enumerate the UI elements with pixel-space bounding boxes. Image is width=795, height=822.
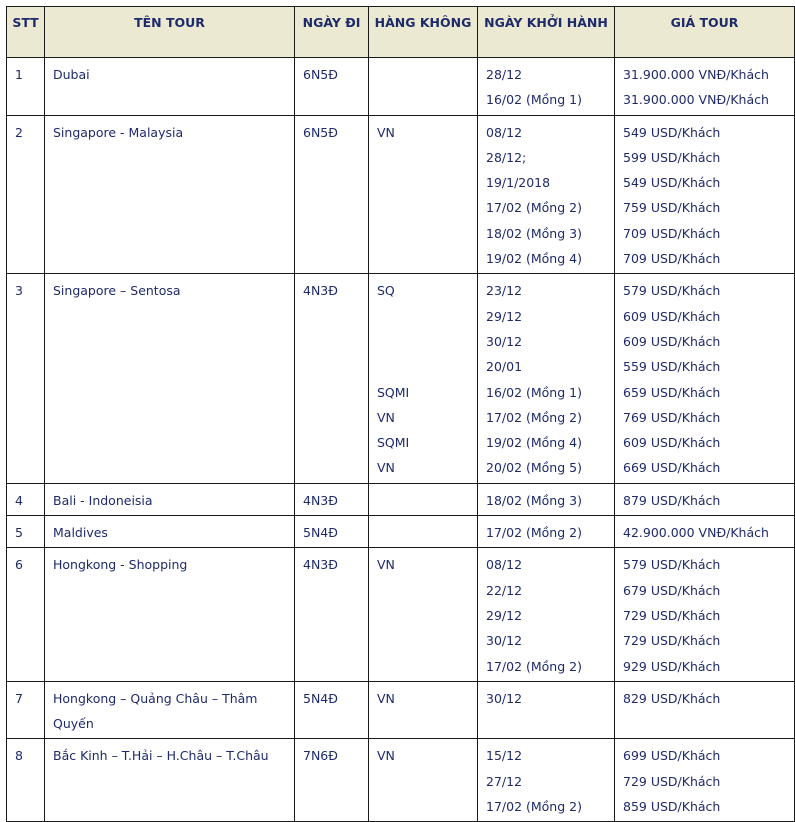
cell-airline <box>369 58 478 116</box>
cell-departure-date <box>478 516 615 548</box>
cell-price-line: 559 USD/Khách <box>623 359 721 375</box>
cell-stt <box>7 115 45 274</box>
cell-price-line: 759 USD/Khách <box>623 200 721 216</box>
cell-airline-line <box>377 221 471 246</box>
cell-airline-line: VN <box>377 124 395 140</box>
cell-price <box>615 115 795 274</box>
cell-departure-date-line: 17/02 (Mồng 2) <box>486 409 582 425</box>
cell-duration <box>295 681 369 739</box>
cell-stt <box>7 739 45 822</box>
cell-stt-text: 2 <box>15 124 23 140</box>
tour-price-table <box>6 6 795 822</box>
cell-airline-line <box>377 578 471 603</box>
cell-stt-text: 6 <box>15 557 23 573</box>
cell-duration <box>295 274 369 483</box>
header-stt: STT <box>7 7 45 58</box>
header-ten-tour: TÊN TOUR <box>45 7 295 58</box>
cell-airline-line: SQMI <box>377 384 410 400</box>
cell-airline <box>369 681 478 739</box>
cell-departure-date-line: 17/02 (Mồng 2) <box>486 525 582 541</box>
cell-duration <box>295 483 369 515</box>
cell-price-line: 579 USD/Khách <box>623 557 721 573</box>
cell-price <box>615 548 795 681</box>
cell-price <box>615 739 795 822</box>
cell-airline-line <box>377 794 471 819</box>
cell-airline-line <box>377 769 471 794</box>
cell-airline-line <box>377 170 471 195</box>
cell-duration-text: 6N5Đ <box>303 124 338 140</box>
cell-price-line: 729 USD/Khách <box>623 607 721 623</box>
cell-tour-name-text: Maldives <box>53 525 108 541</box>
table-row <box>7 115 795 274</box>
cell-price-line: 659 USD/Khách <box>623 384 721 400</box>
cell-tour-name <box>45 483 295 515</box>
cell-duration-text: 7N6Đ <box>303 748 338 764</box>
cell-airline-line: VN <box>377 748 395 764</box>
cell-airline-line <box>377 520 471 545</box>
cell-departure-date-line: 20/02 (Mồng 5) <box>486 460 582 476</box>
tour-price-table-container <box>6 6 794 822</box>
cell-price-line: 609 USD/Khách <box>623 333 721 349</box>
cell-airline <box>369 274 478 483</box>
cell-departure-date-line: 18/02 (Mồng 3) <box>486 492 582 508</box>
cell-price <box>615 681 795 739</box>
cell-tour-name <box>45 274 295 483</box>
cell-price-line: 769 USD/Khách <box>623 409 721 425</box>
cell-departure-date <box>478 483 615 515</box>
cell-departure-date <box>478 58 615 116</box>
cell-airline-line: VN <box>377 690 395 706</box>
cell-airline-line <box>377 87 471 112</box>
cell-price-line: 609 USD/Khách <box>623 435 721 451</box>
cell-price-line: 42.900.000 VNĐ/Khách <box>623 525 769 541</box>
cell-departure-date-line: 23/12 <box>486 283 523 299</box>
cell-departure-date <box>478 548 615 681</box>
cell-price-line: 859 USD/Khách <box>623 799 721 815</box>
header-ngay-di: NGÀY ĐI <box>295 7 369 58</box>
cell-airline-line <box>377 246 471 271</box>
table-row <box>7 739 795 822</box>
cell-price-line: 879 USD/Khách <box>623 492 721 508</box>
cell-departure-date-line: 16/02 (Mồng 1) <box>486 92 582 108</box>
cell-tour-name-text: Bali - Indoneisia <box>53 492 153 508</box>
cell-departure-date-line: 30/12 <box>486 333 523 349</box>
cell-price-line: 709 USD/Khách <box>623 225 721 241</box>
cell-departure-date-line: 20/01 <box>486 359 523 375</box>
cell-airline-line: VN <box>377 409 395 425</box>
cell-departure-date-line: 17/02 (Mồng 2) <box>486 799 582 815</box>
cell-airline-line <box>377 628 471 653</box>
cell-duration <box>295 548 369 681</box>
cell-airline <box>369 516 478 548</box>
cell-tour-name <box>45 739 295 822</box>
cell-departure-date <box>478 274 615 483</box>
cell-departure-date-line: 28/12; <box>486 149 527 165</box>
cell-departure-date-line: 08/12 <box>486 557 523 573</box>
cell-price-line: 549 USD/Khách <box>623 124 721 140</box>
cell-departure-date <box>478 115 615 274</box>
cell-departure-date-line: 27/12 <box>486 773 523 789</box>
cell-tour-name <box>45 115 295 274</box>
cell-tour-name <box>45 516 295 548</box>
cell-tour-name-text: Bắc Kinh – T.Hải – H.Châu – T.Châu <box>53 748 269 764</box>
cell-airline-line <box>377 603 471 628</box>
cell-airline-line <box>377 654 471 679</box>
cell-airline <box>369 739 478 822</box>
cell-tour-name <box>45 548 295 681</box>
cell-tour-name <box>45 58 295 116</box>
cell-departure-date-line: 18/02 (Mồng 3) <box>486 225 582 241</box>
cell-price-line: 579 USD/Khách <box>623 283 721 299</box>
cell-departure-date-line: 19/1/2018 <box>486 175 551 191</box>
cell-price-line: 31.900.000 VNĐ/Khách <box>623 92 769 108</box>
header-hang-khong: HÀNG KHÔNG <box>369 7 478 58</box>
cell-duration-text: 4N3Đ <box>303 492 338 508</box>
cell-price-line: 679 USD/Khách <box>623 582 721 598</box>
cell-price <box>615 483 795 515</box>
table-row <box>7 58 795 116</box>
cell-duration <box>295 115 369 274</box>
cell-duration-text: 5N4Đ <box>303 525 338 541</box>
cell-stt-text: 1 <box>15 67 23 82</box>
cell-price <box>615 58 795 116</box>
cell-duration <box>295 58 369 116</box>
cell-duration <box>295 516 369 548</box>
cell-departure-date-line: 19/02 (Mồng 4) <box>486 435 582 451</box>
header-ngay-khoi-hanh: NGÀY KHỞI HÀNH <box>478 7 615 58</box>
cell-airline-line: VN <box>377 460 395 476</box>
table-row <box>7 681 795 739</box>
cell-airline-line: SQMI <box>377 435 410 451</box>
cell-price-line: 609 USD/Khách <box>623 308 721 324</box>
cell-stt-text: 3 <box>15 283 23 299</box>
cell-duration-text: 5N4Đ <box>303 690 338 706</box>
cell-tour-name-text: Singapore - Malaysia <box>53 124 184 140</box>
cell-price-line: 699 USD/Khách <box>623 748 721 764</box>
cell-tour-name-text: Hongkong – Quảng Châu – Thâm Quyến <box>53 690 258 732</box>
cell-tour-name <box>45 681 295 739</box>
cell-departure-date-line: 30/12 <box>486 690 523 706</box>
header-row <box>7 7 795 58</box>
cell-stt-text: 7 <box>15 690 23 706</box>
table-row <box>7 516 795 548</box>
cell-price-line: 669 USD/Khách <box>623 460 721 476</box>
cell-departure-date-line: 17/02 (Mồng 2) <box>486 658 582 674</box>
table-row <box>7 548 795 681</box>
cell-tour-name-text: Singapore – Sentosa <box>53 283 181 299</box>
cell-airline <box>369 115 478 274</box>
table-row <box>7 483 795 515</box>
cell-departure-date-line: 15/12 <box>486 748 523 764</box>
cell-departure-date-line: 17/02 (Mồng 2) <box>486 200 582 216</box>
cell-airline-line: SQ <box>377 283 395 299</box>
cell-airline-line <box>377 488 471 513</box>
cell-price-line: 829 USD/Khách <box>623 690 721 706</box>
cell-departure-date <box>478 681 615 739</box>
cell-stt-text: 4 <box>15 492 23 508</box>
cell-price-line: 729 USD/Khách <box>623 633 721 649</box>
cell-departure-date-line: 30/12 <box>486 633 523 649</box>
cell-duration-text: 4N3Đ <box>303 557 338 573</box>
cell-departure-date-line: 29/12 <box>486 607 523 623</box>
cell-airline-line: VN <box>377 557 395 573</box>
cell-duration-text: 4N3Đ <box>303 283 338 299</box>
cell-airline-line <box>377 354 471 379</box>
cell-duration <box>295 739 369 822</box>
cell-price-line: 729 USD/Khách <box>623 773 721 789</box>
cell-airline <box>369 548 478 681</box>
cell-stt <box>7 548 45 681</box>
table-body <box>7 58 795 822</box>
cell-airline-line <box>377 304 471 329</box>
cell-airline-line <box>377 62 471 87</box>
cell-airline-line <box>377 329 471 354</box>
cell-departure-date-line: 29/12 <box>486 308 523 324</box>
header-gia-tour: GIÁ TOUR <box>615 7 795 58</box>
cell-stt <box>7 516 45 548</box>
cell-airline <box>369 483 478 515</box>
cell-departure-date-line: 28/12 <box>486 67 523 82</box>
cell-tour-name-text: Dubai <box>53 67 90 82</box>
cell-price-line: 549 USD/Khách <box>623 175 721 191</box>
cell-stt <box>7 274 45 483</box>
cell-departure-date-line: 19/02 (Mồng 4) <box>486 251 582 267</box>
cell-airline-line <box>377 145 471 170</box>
cell-departure-date-line: 08/12 <box>486 124 523 140</box>
cell-departure-date-line: 22/12 <box>486 582 523 598</box>
cell-stt <box>7 681 45 739</box>
cell-duration-text: 6N5Đ <box>303 67 338 82</box>
cell-departure-date-line: 16/02 (Mồng 1) <box>486 384 582 400</box>
cell-airline-line <box>377 195 471 220</box>
cell-stt <box>7 58 45 116</box>
cell-stt-text: 5 <box>15 525 23 541</box>
table-row <box>7 274 795 483</box>
cell-price <box>615 516 795 548</box>
table-header <box>7 7 795 58</box>
cell-departure-date <box>478 739 615 822</box>
cell-tour-name-text: Hongkong - Shopping <box>53 557 188 573</box>
cell-price-line: 929 USD/Khách <box>623 658 721 674</box>
cell-price-line: 31.900.000 VNĐ/Khách <box>623 67 769 82</box>
cell-stt-text: 8 <box>15 748 23 764</box>
cell-price <box>615 274 795 483</box>
cell-price-line: 599 USD/Khách <box>623 149 721 165</box>
cell-price-line: 709 USD/Khách <box>623 251 721 267</box>
cell-stt <box>7 483 45 515</box>
